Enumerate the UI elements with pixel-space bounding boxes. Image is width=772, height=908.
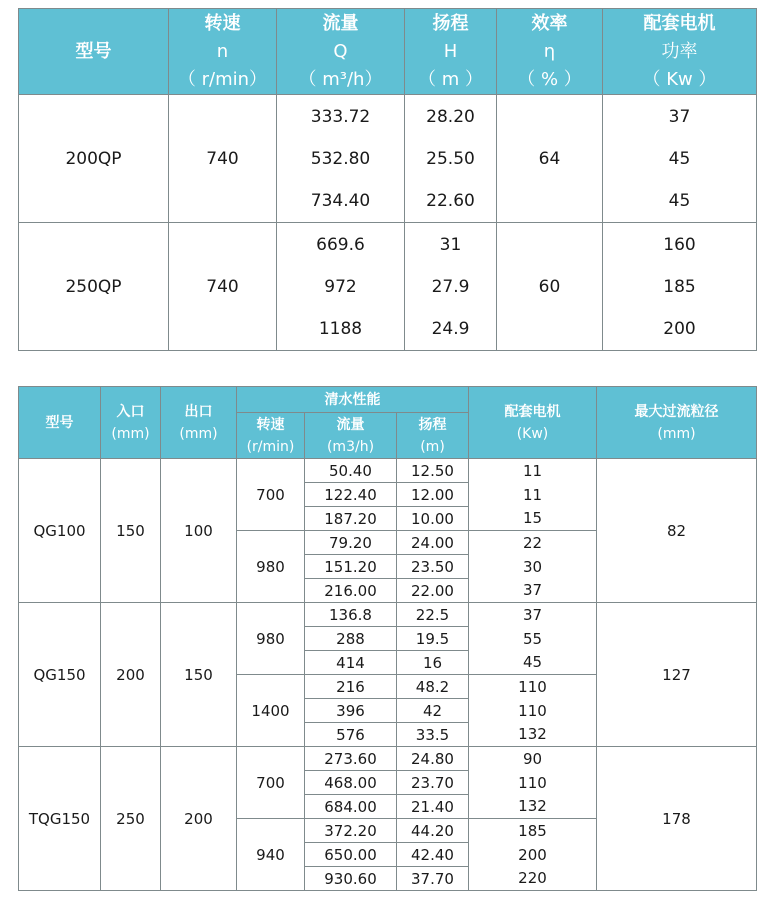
- header-motor: 配套电机 (Kw): [469, 387, 597, 459]
- speed-cell: 1400: [237, 675, 305, 747]
- power-value: 45: [668, 190, 691, 211]
- flow-cell: 650.00: [305, 843, 397, 867]
- head-value: 28.20: [426, 106, 475, 127]
- flow-cell: 273.60: [305, 747, 397, 771]
- flow-cell: 216.00: [305, 579, 397, 603]
- flow-cell: 122.40: [305, 483, 397, 507]
- pump-spec-table-2: [18, 386, 757, 891]
- particle-cell: 127: [597, 603, 757, 747]
- header-model: 型号: [19, 9, 169, 95]
- header-efficiency: 效率 η （ % ）: [497, 9, 603, 95]
- head-cell: 37.70: [397, 867, 469, 891]
- head-cell: [405, 223, 497, 351]
- model-cell: 200QP: [19, 95, 169, 223]
- speed-cell: 980: [237, 603, 305, 675]
- pump-spec-table-1: [18, 8, 757, 351]
- motor-cell: 132: [469, 723, 597, 747]
- table-row: [19, 223, 757, 351]
- head-cell: 12.00: [397, 483, 469, 507]
- head-value: 24.9: [431, 318, 470, 339]
- table-row: [19, 603, 757, 627]
- flow-value: 333.72: [310, 106, 371, 127]
- head-cell: 33.5: [397, 723, 469, 747]
- flow-cell: 288: [305, 627, 397, 651]
- header-clear-water-performance: 清水性能: [237, 387, 469, 413]
- flow-cell: 216: [305, 675, 397, 699]
- head-cell: 44.20: [397, 819, 469, 843]
- head-cell: 23.70: [397, 771, 469, 795]
- head-cell: 10.00: [397, 507, 469, 531]
- motor-cell: 110: [469, 771, 597, 795]
- power-cell: [603, 95, 757, 223]
- efficiency-cell: 64: [497, 95, 603, 223]
- header-head: 扬程 H （ m ）: [405, 9, 497, 95]
- head-value: 31: [439, 234, 462, 255]
- head-cell: 42.40: [397, 843, 469, 867]
- table-row: [19, 747, 757, 771]
- table-row: [19, 459, 757, 483]
- flow-cell: 79.20: [305, 531, 397, 555]
- particle-cell: 178: [597, 747, 757, 891]
- speed-cell: 700: [237, 459, 305, 531]
- flow-value: 1188: [318, 318, 363, 339]
- flow-cell: [277, 95, 405, 223]
- speed-cell: 700: [237, 747, 305, 819]
- power-value: 160: [663, 234, 696, 255]
- motor-cell: 185: [469, 819, 597, 843]
- motor-cell: 200: [469, 843, 597, 867]
- outlet-cell: 200: [161, 747, 237, 891]
- head-value: 25.50: [426, 148, 475, 169]
- inlet-cell: 150: [101, 459, 161, 603]
- header-motor-power: 配套电机 功率 （ Kw ）: [603, 9, 757, 95]
- head-cell: 42: [397, 699, 469, 723]
- head-cell: 19.5: [397, 627, 469, 651]
- header-speed: 转速 n （ r/min）: [169, 9, 277, 95]
- flow-cell: 151.20: [305, 555, 397, 579]
- motor-cell: 11: [469, 459, 597, 483]
- model-cell: 250QP: [19, 223, 169, 351]
- flow-cell: 372.20: [305, 819, 397, 843]
- header-head: 扬程 (m): [397, 413, 469, 459]
- motor-cell: 132: [469, 795, 597, 819]
- flow-cell: 396: [305, 699, 397, 723]
- flow-cell: 468.00: [305, 771, 397, 795]
- head-value: 22.60: [426, 190, 475, 211]
- speed-cell: 740: [169, 95, 277, 223]
- flow-cell: 136.8: [305, 603, 397, 627]
- motor-cell: 55: [469, 627, 597, 651]
- table-row: [19, 95, 757, 223]
- head-cell: 24.00: [397, 531, 469, 555]
- motor-cell: 45: [469, 651, 597, 675]
- motor-cell: 11: [469, 483, 597, 507]
- header-outlet: 出口 (mm): [161, 387, 237, 459]
- header-max-particle: 最大过流粒径 (mm): [597, 387, 757, 459]
- motor-cell: 110: [469, 675, 597, 699]
- flow-cell: 930.60: [305, 867, 397, 891]
- flow-cell: 684.00: [305, 795, 397, 819]
- motor-cell: 30: [469, 555, 597, 579]
- motor-cell: 15: [469, 507, 597, 531]
- flow-cell: 187.20: [305, 507, 397, 531]
- header-flow: 流量 Q （ m³/h）: [277, 9, 405, 95]
- header-model: 型号: [19, 387, 101, 459]
- outlet-cell: 100: [161, 459, 237, 603]
- power-value: 37: [668, 106, 691, 127]
- flow-cell: 576: [305, 723, 397, 747]
- header-inlet: 入口 (mm): [101, 387, 161, 459]
- head-cell: [405, 95, 497, 223]
- inlet-cell: 250: [101, 747, 161, 891]
- speed-cell: 740: [169, 223, 277, 351]
- power-value: 185: [663, 276, 696, 297]
- outlet-cell: 150: [161, 603, 237, 747]
- head-cell: 24.80: [397, 747, 469, 771]
- power-cell: [603, 223, 757, 351]
- flow-cell: [277, 223, 405, 351]
- head-cell: 22.00: [397, 579, 469, 603]
- flow-value: 734.40: [310, 190, 371, 211]
- motor-cell: 90: [469, 747, 597, 771]
- header-flow: 流量 (m3/h): [305, 413, 397, 459]
- head-value: 27.9: [431, 276, 470, 297]
- head-cell: 12.50: [397, 459, 469, 483]
- model-cell: QG150: [19, 603, 101, 747]
- model-cell: QG100: [19, 459, 101, 603]
- head-cell: 23.50: [397, 555, 469, 579]
- head-cell: 16: [397, 651, 469, 675]
- power-value: 200: [663, 318, 696, 339]
- speed-cell: 940: [237, 819, 305, 891]
- motor-cell: 37: [469, 579, 597, 603]
- motor-cell: 220: [469, 867, 597, 891]
- head-cell: 22.5: [397, 603, 469, 627]
- model-cell: TQG150: [19, 747, 101, 891]
- head-cell: 21.40: [397, 795, 469, 819]
- header-speed: 转速 (r/min): [237, 413, 305, 459]
- motor-cell: 22: [469, 531, 597, 555]
- flow-value: 972: [324, 276, 357, 297]
- flow-cell: 50.40: [305, 459, 397, 483]
- flow-cell: 414: [305, 651, 397, 675]
- inlet-cell: 200: [101, 603, 161, 747]
- flow-value: 669.6: [316, 234, 365, 255]
- particle-cell: 82: [597, 459, 757, 603]
- head-cell: 48.2: [397, 675, 469, 699]
- motor-cell: 110: [469, 699, 597, 723]
- flow-value: 532.80: [310, 148, 371, 169]
- efficiency-cell: 60: [497, 223, 603, 351]
- motor-cell: 37: [469, 603, 597, 627]
- power-value: 45: [668, 148, 691, 169]
- speed-cell: 980: [237, 531, 305, 603]
